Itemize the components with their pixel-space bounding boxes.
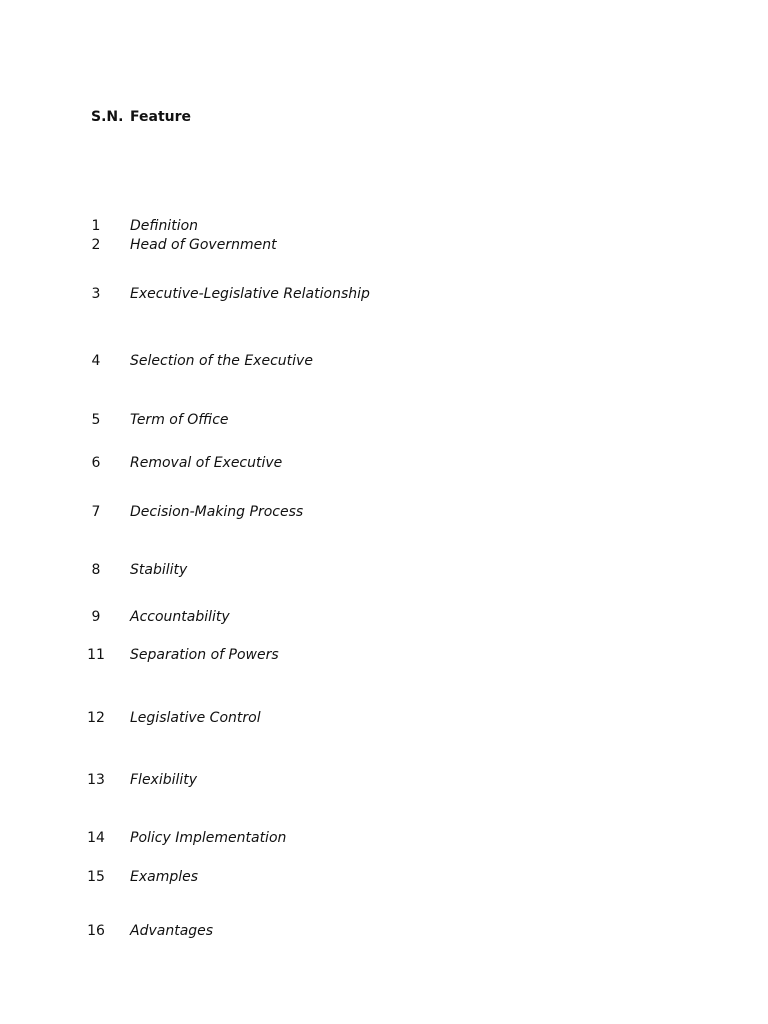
row-feature: Advantages xyxy=(130,923,214,939)
table-row xyxy=(0,284,768,304)
row-number: 5 xyxy=(91,412,101,428)
table-row xyxy=(0,645,768,665)
table-row xyxy=(0,351,768,371)
table-row xyxy=(0,502,768,522)
table-row xyxy=(0,410,768,430)
table-row xyxy=(0,216,768,236)
row-number: 8 xyxy=(91,562,101,578)
table-row xyxy=(0,828,768,848)
row-feature: Legislative Control xyxy=(130,710,261,726)
row-number: 6 xyxy=(91,455,101,471)
row-feature: Head of Government xyxy=(130,237,277,253)
table-row xyxy=(0,235,768,255)
row-feature: Definition xyxy=(130,218,199,234)
row-feature: Removal of Executive xyxy=(130,455,283,471)
row-number: 14 xyxy=(87,830,105,846)
row-feature: Accountability xyxy=(130,609,230,625)
row-number: 2 xyxy=(91,237,101,253)
table-row xyxy=(0,708,768,728)
row-feature: Decision-Making Process xyxy=(130,504,304,520)
row-feature: Examples xyxy=(130,869,199,885)
row-feature: Policy Implementation xyxy=(130,830,287,846)
row-feature: Flexibility xyxy=(130,772,198,788)
table-row xyxy=(0,867,768,887)
row-number: 11 xyxy=(87,647,105,663)
row-number: 13 xyxy=(87,772,105,788)
row-feature: Stability xyxy=(130,562,188,578)
table-row xyxy=(0,607,768,627)
row-feature: Term of Office xyxy=(130,412,229,428)
row-number: 4 xyxy=(91,353,101,369)
row-number: 12 xyxy=(87,710,105,726)
row-number: 9 xyxy=(91,609,101,625)
row-number: 15 xyxy=(87,869,105,885)
row-number: 16 xyxy=(87,923,105,939)
row-number: 3 xyxy=(91,286,101,302)
column-header-feature: Feature xyxy=(130,109,191,125)
table-row xyxy=(0,770,768,790)
row-number: 7 xyxy=(91,504,101,520)
table-row xyxy=(0,921,768,941)
row-feature: Executive-Legislative Relationship xyxy=(130,286,370,302)
row-feature: Separation of Powers xyxy=(130,647,279,663)
row-number: 1 xyxy=(91,218,101,234)
table-row xyxy=(0,453,768,473)
table-row xyxy=(0,560,768,580)
row-feature: Selection of the Executive xyxy=(130,353,313,369)
table-header xyxy=(0,109,768,129)
column-header-sn: S.N. xyxy=(91,109,124,125)
